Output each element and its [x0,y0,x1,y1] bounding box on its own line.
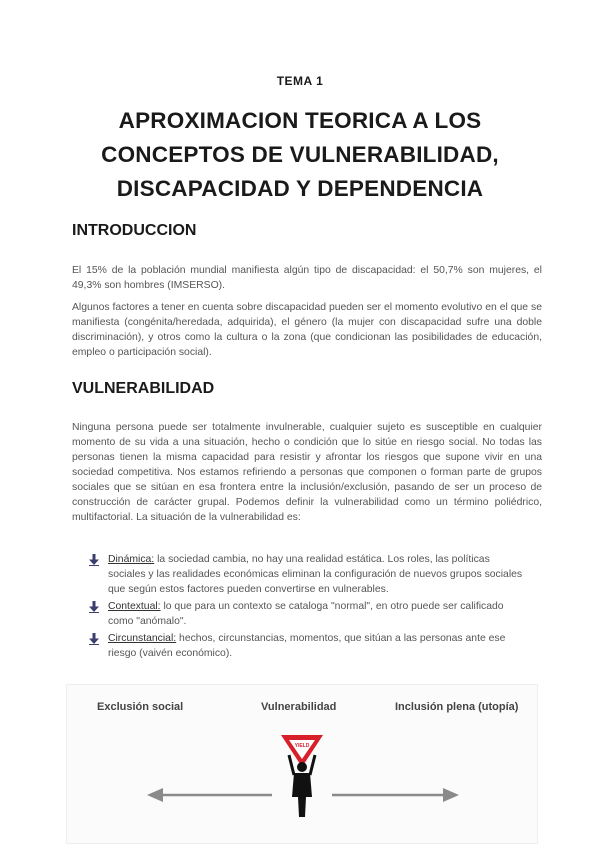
introduccion-paragraph-2: Algunos factores a tener en cuenta sobre discapacidad pueden ser el momento evolutivo en el que se manifiesta (congénita/heredada, adquirida), el género (la mujer con discapacidad sufre una doble discriminación), y otros como la cultura o la zona (que condicionan las posibilidades de educación, empleo o participación social). [72,302,542,358]
title-line-1: APROXIMACION TEORICA A LOS [118,108,482,133]
introduccion-paragraph-1: El 15% de la población mundial manifiesta algún tipo de discapacidad: el 50,7% son mujeres, el 49,3% son hombres (IMSERSO). [72,265,542,291]
title-line-3: DISCAPACIDAD Y DEPENDENCIA [116,176,484,201]
chapter-label: TEMA 1 [276,74,324,88]
right-arrow-icon [332,788,459,802]
list-item-dinamica [88,552,528,597]
term-dinamica: Dinámica: [108,554,155,565]
figure-label-exclusion: Exclusión social [97,701,184,713]
person-figure-icon [289,755,315,817]
figure-graphic [67,685,537,843]
vulnerabilidad-heading: VULNERABILIDAD [72,380,215,397]
sign-text: YIELD [294,743,310,749]
text-contextual: lo que para un contexto se cataloga "normal", en otro puede ser calificado como "anómalo". [108,601,504,627]
figure-label-inclusion: Inclusión plena (utopía) [395,701,519,713]
list-item-contextual [88,599,528,629]
term-contextual: Contextual: [108,601,161,612]
left-arrow-icon [147,788,272,802]
document-title [40,104,560,206]
title-line-2: CONCEPTOS DE VULNERABILIDAD, [101,142,499,167]
arrow-down-bullet-icon [88,633,100,645]
vulnerabilidad-paragraph: Ninguna persona puede ser totalmente invulnerable, cualquier sujeto es susceptible en cualquier momento de su vida a una situación, hecho o condición que lo sitúe en riesgo social. No todas las personas tienen la misma capacidad para resistir y afrontar los riesgos que supone vivir en una sociedad competitiva. Nos estamos refiriendo a personas que componen o forman parte de grupos sociales que se sitúan en esa frontera entre la inclusión/exclusión, pasando de ser un proceso de construcción de carácter grupal. Podemos definir la vulnerabilidad como un término poliédrico, multifactorial. La situación de la vulnerabilidad es: [72,422,542,523]
text-dinamica: la sociedad cambia, no hay una realidad estática. Los roles, las políticas sociales y las realidades económicas eliminan la configuración de nuevos grupos sociales que según estos factores pueden convertirse en vulnerables. [108,554,523,595]
vulnerability-figure [66,684,538,844]
arrow-down-bullet-icon [88,554,100,566]
text-circunstancial: hechos, circunstancias, momentos, que sitúan a las personas ante ese riesgo (vaivén económico). [108,633,506,659]
figure-label-vulnerabilidad: Vulnerabilidad [261,701,337,713]
list-item-circunstancial [88,631,528,661]
arrow-down-bullet-icon [88,601,100,613]
term-circunstancial: Circunstancial: [108,633,177,644]
vulnerabilidad-list [88,552,528,663]
introduccion-heading: INTRODUCCION [72,222,197,239]
